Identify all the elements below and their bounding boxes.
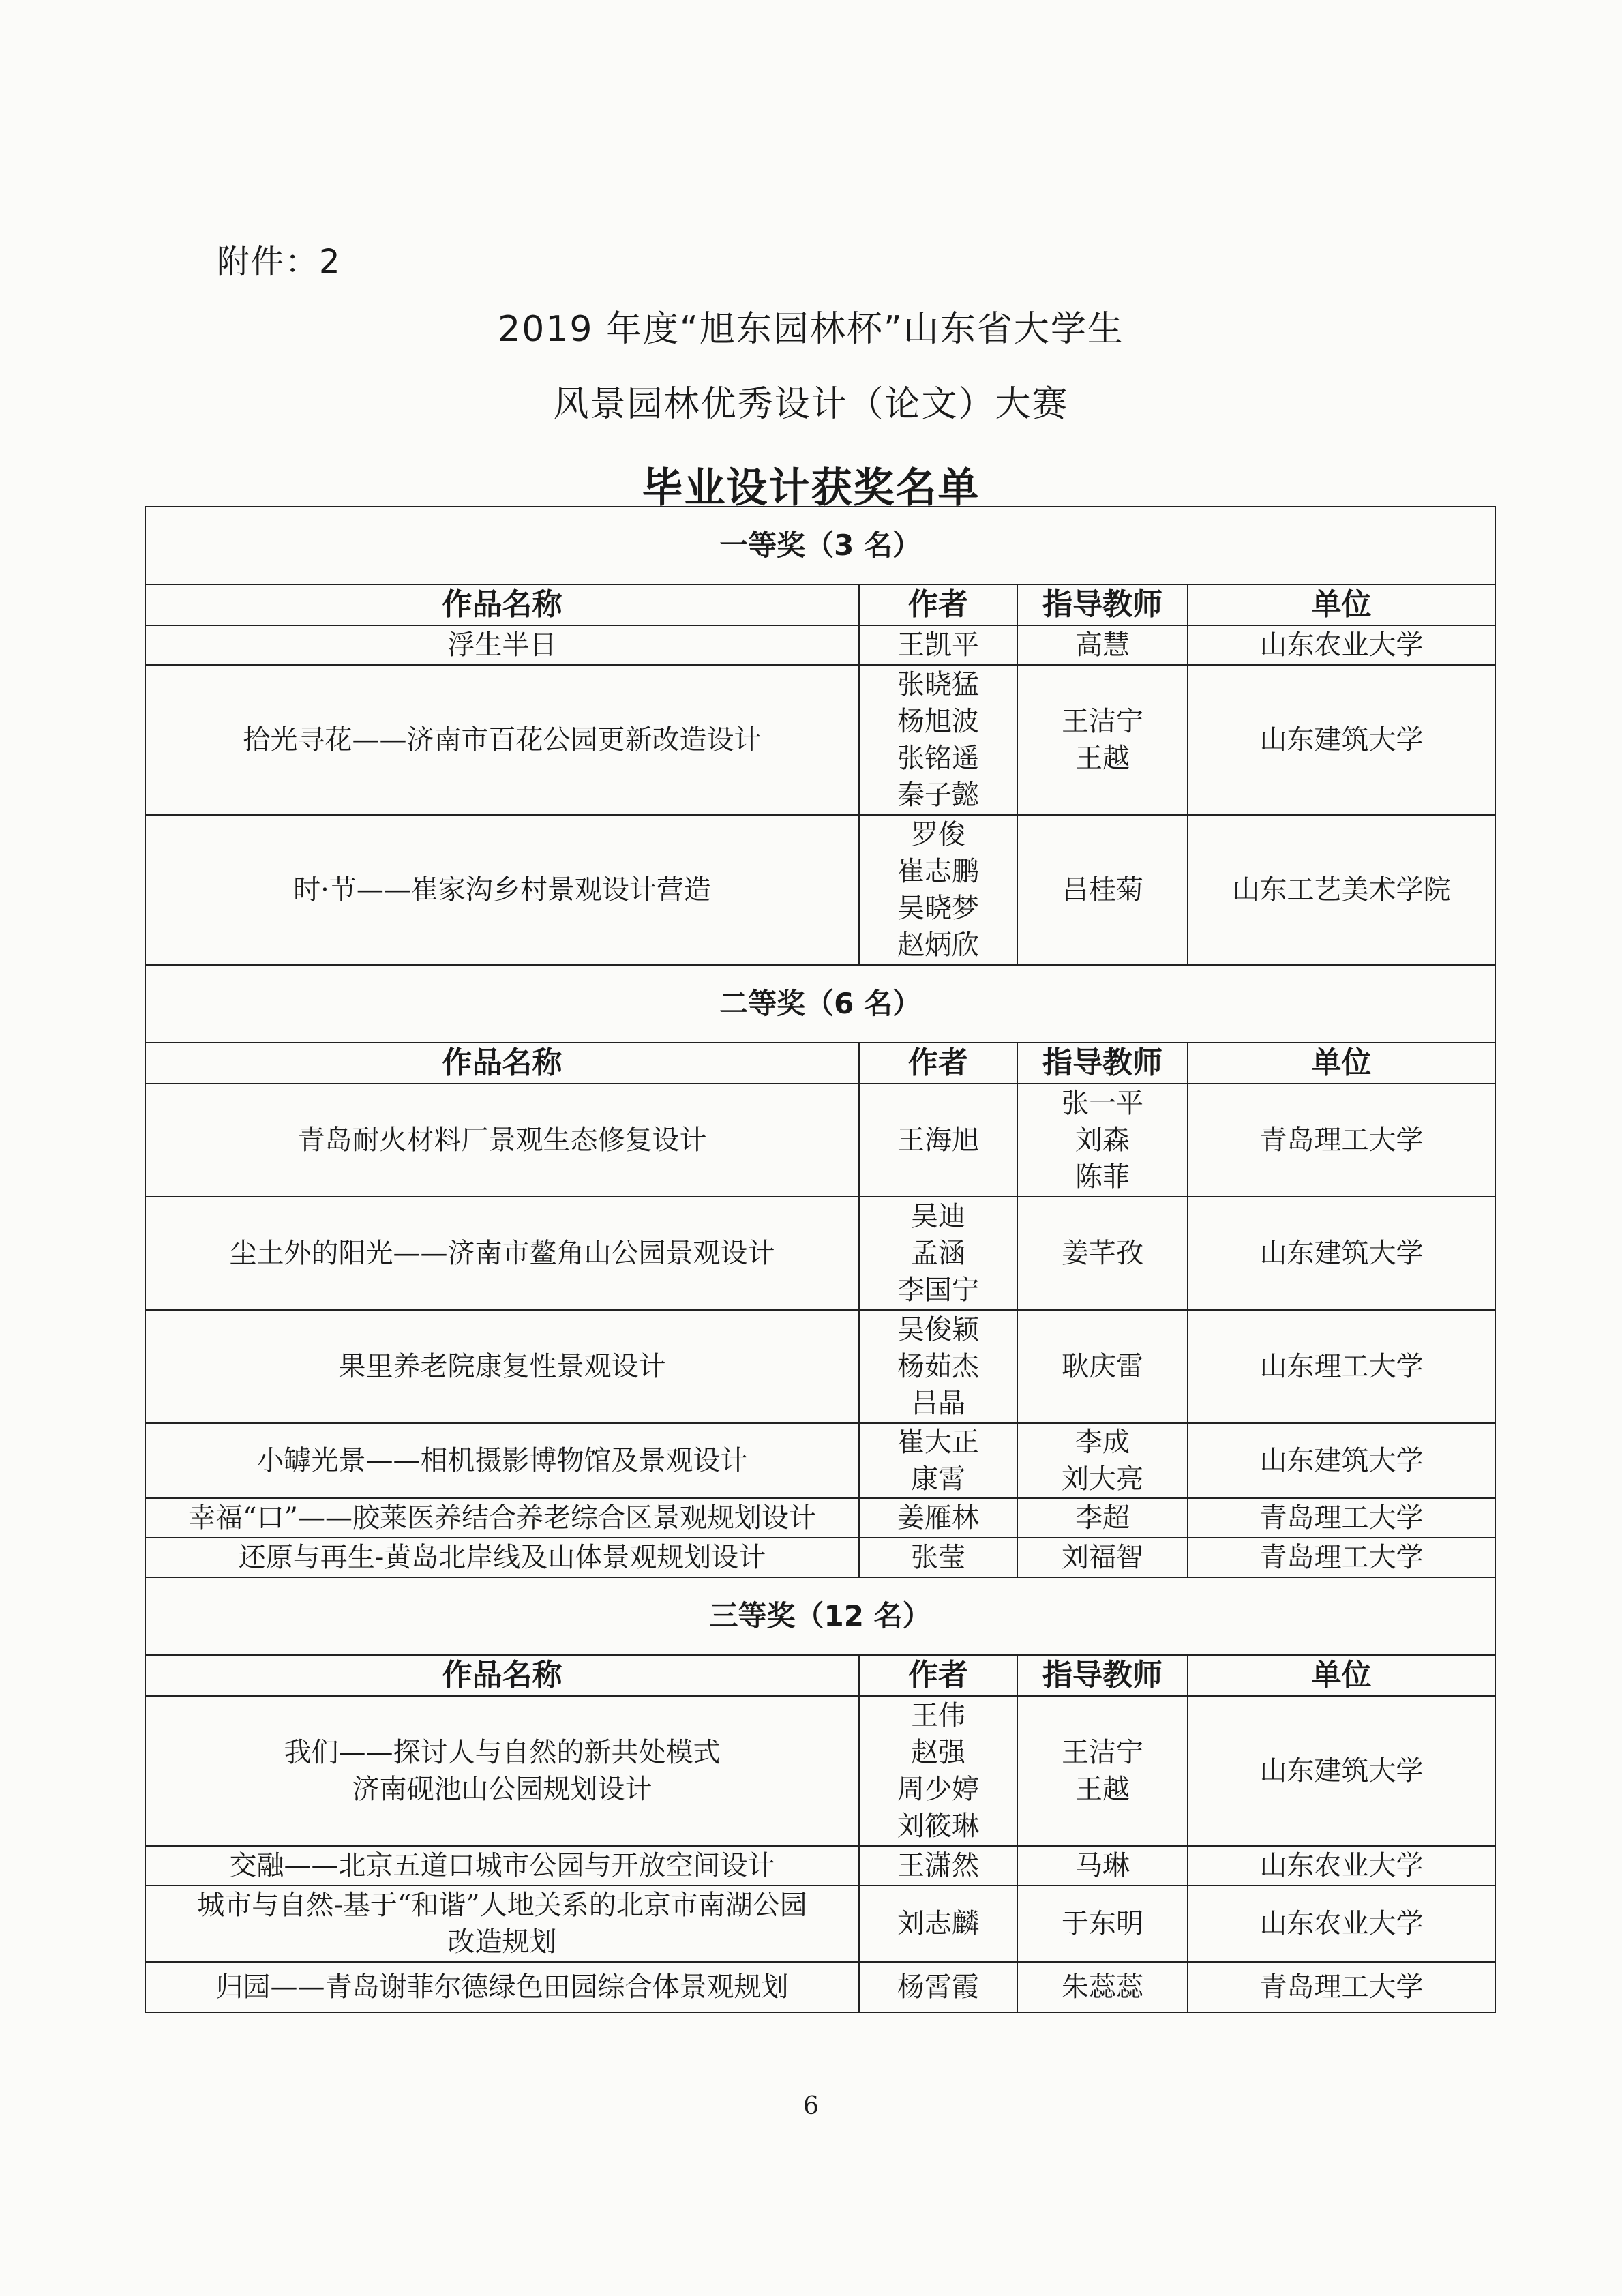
authors [859, 1310, 1017, 1423]
page-number: 6 [803, 2092, 819, 2120]
column-header-author: 作者 [859, 1043, 1017, 1084]
work-title [145, 1962, 859, 2012]
authors [859, 625, 1017, 665]
advisors [1017, 1885, 1188, 1962]
advisors-line: 刘福智 [1062, 1542, 1143, 1573]
authors-line: 赵强 [911, 1737, 965, 1768]
advisors [1017, 1962, 1188, 2012]
unit: 山东建筑大学 [1188, 1696, 1495, 1846]
award-table [145, 506, 1496, 2013]
advisors [1017, 1197, 1188, 1310]
authors-line: 吴晓梦 [897, 893, 979, 924]
column-header-author: 作者 [859, 1655, 1017, 1696]
authors-line: 王潇然 [897, 1850, 979, 1881]
advisors [1017, 1538, 1188, 1577]
work-title-line: 浮生半日 [447, 629, 557, 661]
table-row [145, 1696, 1495, 1846]
award-section-third [145, 1577, 1495, 1655]
authors-line: 张晓猛 [897, 669, 979, 700]
authors-line: 康霄 [911, 1463, 965, 1495]
authors [859, 1846, 1017, 1885]
table-row [145, 1423, 1495, 1498]
unit: 山东建筑大学 [1188, 665, 1495, 815]
advisors-line: 耿庆雷 [1062, 1351, 1143, 1382]
column-header-author: 作者 [859, 584, 1017, 625]
advisors-line: 于东明 [1062, 1908, 1143, 1939]
table-row [145, 1846, 1495, 1885]
column-header-unit: 单位 [1188, 584, 1495, 625]
table-row [145, 1197, 1495, 1310]
work-title-line: 尘土外的阳光——济南市鳌角山公园景观设计 [229, 1238, 775, 1269]
advisors-line: 吕桂菊 [1062, 874, 1143, 906]
work-title [145, 625, 859, 665]
advisors [1017, 1423, 1188, 1498]
unit: 山东理工大学 [1188, 1310, 1495, 1423]
table-row [145, 1310, 1495, 1423]
unit: 山东工艺美术学院 [1188, 815, 1495, 965]
advisors-line: 王洁宁 [1062, 1737, 1143, 1768]
work-title-line: 归园——青岛谢菲尔德绿色田园综合体景观规划 [215, 1971, 789, 2003]
authors-line: 杨茹杰 [897, 1351, 979, 1382]
authors-line: 崔大正 [897, 1427, 979, 1458]
authors [859, 1538, 1017, 1577]
authors-line: 罗俊 [911, 819, 965, 850]
work-title-line: 拾光寻花——济南市百花公园更新改造设计 [243, 724, 762, 756]
advisors-line: 李超 [1075, 1502, 1130, 1534]
table-row [145, 1498, 1495, 1538]
work-title [145, 1423, 859, 1498]
advisors [1017, 815, 1188, 965]
work-title-line: 交融——北京五道口城市公园与开放空间设计 [229, 1850, 775, 1881]
advisors-line: 张一平 [1062, 1088, 1143, 1119]
authors-line: 杨霄霞 [897, 1971, 979, 2003]
work-title-line: 城市与自然-基于“和谐”人地关系的北京市南湖公园 [197, 1890, 807, 1921]
advisors [1017, 1498, 1188, 1538]
advisors-line: 马琳 [1075, 1850, 1130, 1881]
advisors-line: 朱蕊蕊 [1062, 1971, 1143, 2003]
award-section-first [145, 507, 1495, 584]
work-title-line: 小罅光景——相机摄影博物馆及景观设计 [256, 1445, 748, 1476]
advisors-line: 刘大亮 [1062, 1463, 1143, 1495]
advisors [1017, 1846, 1188, 1885]
advisors-line: 王越 [1075, 1774, 1130, 1805]
authors-line: 张莹 [911, 1542, 965, 1573]
authors-line: 崔志鹏 [897, 856, 979, 887]
award-level-label: 一等奖（3 名） [145, 507, 1495, 584]
work-title [145, 1310, 859, 1423]
work-title [145, 665, 859, 815]
authors-line: 王凯平 [897, 629, 979, 661]
work-title [145, 1197, 859, 1310]
award-level-label: 二等奖（6 名） [145, 965, 1495, 1043]
column-header-work: 作品名称 [145, 1655, 859, 1696]
table-row [145, 1885, 1495, 1962]
unit: 青岛理工大学 [1188, 1962, 1495, 2012]
advisors-line: 王越 [1075, 743, 1130, 774]
authors-line: 张铭遥 [897, 743, 979, 774]
table-row [145, 665, 1495, 815]
advisors-line: 姜芊孜 [1062, 1238, 1143, 1269]
advisors [1017, 1084, 1188, 1197]
authors-line: 孟涵 [911, 1238, 965, 1269]
work-title-line: 还原与再生-黄岛北岸线及山体景观规划设计 [238, 1542, 766, 1573]
authors-line: 吕晶 [911, 1388, 965, 1419]
column-header-unit: 单位 [1188, 1043, 1495, 1084]
work-title-line: 青岛耐火材料厂景观生态修复设计 [297, 1124, 707, 1156]
authors-line: 刘筱琳 [897, 1810, 979, 1842]
column-header-unit: 单位 [1188, 1655, 1495, 1696]
authors-line: 杨旭波 [897, 706, 979, 737]
advisors-line: 刘森 [1075, 1124, 1130, 1156]
advisors-line: 陈菲 [1075, 1161, 1130, 1193]
authors-line: 周少婷 [897, 1774, 979, 1805]
column-header-row [145, 1655, 1495, 1696]
column-header-row [145, 1043, 1495, 1084]
authors-line: 王伟 [911, 1700, 965, 1731]
authors [859, 1962, 1017, 2012]
title-line-2: 风景园林优秀设计（论文）大赛 [553, 384, 1069, 425]
advisors-line: 高慧 [1075, 629, 1130, 661]
column-header-work: 作品名称 [145, 1043, 859, 1084]
work-title-line: 时·节——崔家沟乡村景观设计营造 [293, 874, 711, 906]
page-title: 毕业设计获奖名单 [642, 464, 980, 512]
work-title [145, 1498, 859, 1538]
advisors-line: 李成 [1075, 1427, 1130, 1458]
authors-line: 赵炳欣 [897, 929, 979, 961]
advisors [1017, 625, 1188, 665]
authors-line: 吴俊颖 [897, 1314, 979, 1345]
authors [859, 1498, 1017, 1538]
column-header-advisor: 指导教师 [1017, 1655, 1188, 1696]
work-title-line: 改造规划 [447, 1926, 557, 1958]
authors [859, 1696, 1017, 1846]
authors [859, 1885, 1017, 1962]
table-row [145, 625, 1495, 665]
work-title [145, 1696, 859, 1846]
authors-line: 李国宁 [897, 1274, 979, 1306]
work-title [145, 1885, 859, 1962]
unit: 山东建筑大学 [1188, 1423, 1495, 1498]
work-title-line: 果里养老院康复性景观设计 [338, 1351, 666, 1382]
title-line-1: 2019 年度“旭东园林杯”山东省大学生 [498, 309, 1124, 350]
advisors-line: 王洁宁 [1062, 706, 1143, 737]
authors [859, 1423, 1017, 1498]
authors-line: 姜雁林 [897, 1502, 979, 1534]
advisors [1017, 665, 1188, 815]
authors-line: 秦子懿 [897, 779, 979, 811]
work-title [145, 1084, 859, 1197]
unit: 青岛理工大学 [1188, 1084, 1495, 1197]
work-title [145, 815, 859, 965]
work-title [145, 1538, 859, 1577]
column-header-row [145, 584, 1495, 625]
attachment-label: 附件：2 [217, 243, 342, 281]
authors [859, 1084, 1017, 1197]
work-title-line: 济南砚池山公园规划设计 [352, 1774, 652, 1805]
table-row [145, 1084, 1495, 1197]
column-header-advisor: 指导教师 [1017, 584, 1188, 625]
work-title-line: 我们——探讨人与自然的新共处模式 [284, 1737, 721, 1768]
table-row [145, 1538, 1495, 1577]
column-header-work: 作品名称 [145, 584, 859, 625]
advisors [1017, 1310, 1188, 1423]
authors [859, 665, 1017, 815]
award-level-label: 三等奖（12 名） [145, 1577, 1495, 1655]
unit: 山东农业大学 [1188, 1846, 1495, 1885]
work-title [145, 1846, 859, 1885]
authors [859, 1197, 1017, 1310]
unit: 山东农业大学 [1188, 1885, 1495, 1962]
unit: 青岛理工大学 [1188, 1538, 1495, 1577]
unit: 青岛理工大学 [1188, 1498, 1495, 1538]
table-row [145, 815, 1495, 965]
table-row [145, 1962, 1495, 2012]
authors-line: 刘志麟 [897, 1908, 979, 1939]
authors-line: 吴迪 [911, 1201, 965, 1232]
unit: 山东建筑大学 [1188, 1197, 1495, 1310]
advisors [1017, 1696, 1188, 1846]
column-header-advisor: 指导教师 [1017, 1043, 1188, 1084]
award-section-second [145, 965, 1495, 1043]
authors-line: 王海旭 [897, 1124, 979, 1156]
unit: 山东农业大学 [1188, 625, 1495, 665]
work-title-line: 幸福“口”——胶莱医养结合养老综合区景观规划设计 [188, 1502, 816, 1534]
authors [859, 815, 1017, 965]
